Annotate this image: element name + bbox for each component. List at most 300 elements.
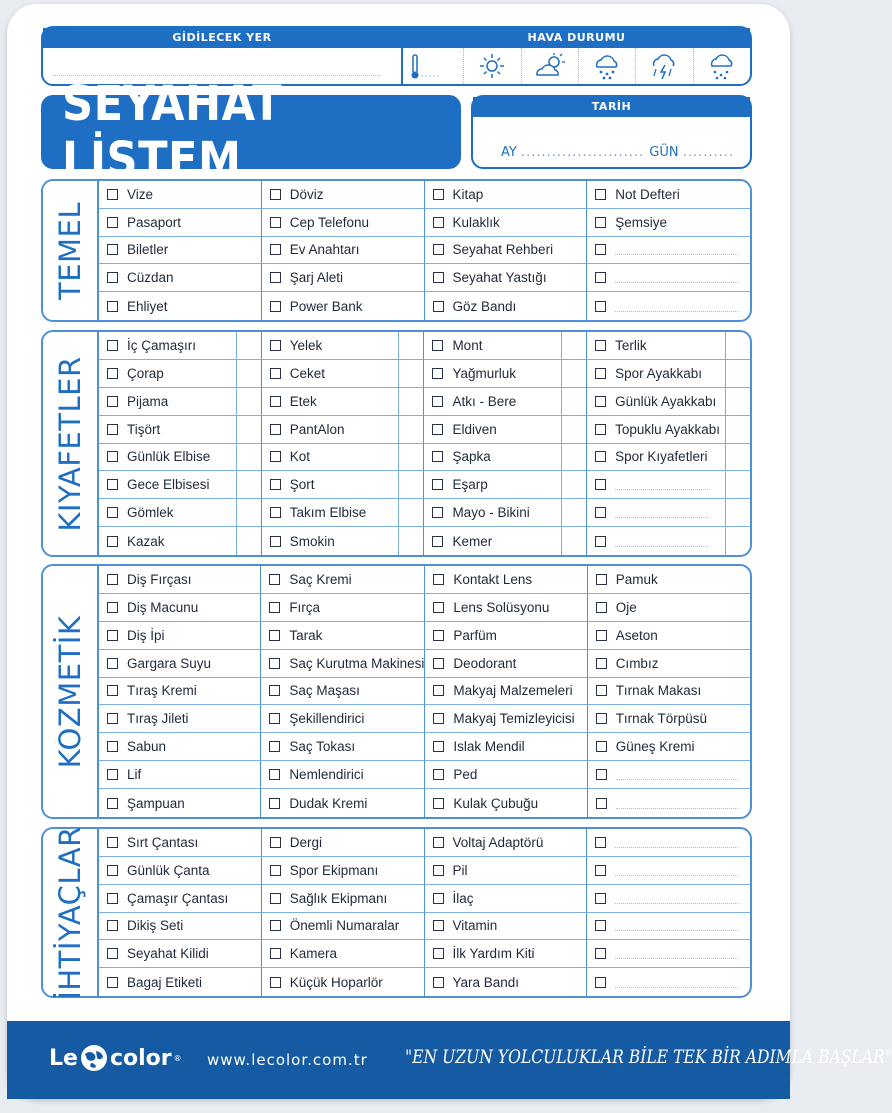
checkbox[interactable] — [595, 368, 606, 379]
checkbox[interactable] — [433, 948, 444, 959]
blank-write-line[interactable] — [615, 847, 738, 848]
checklist-item[interactable] — [99, 292, 262, 320]
blank-write-line[interactable] — [615, 517, 708, 518]
checklist-item[interactable] — [262, 416, 425, 444]
checkbox[interactable] — [432, 507, 443, 518]
storm-icon[interactable] — [635, 48, 692, 84]
checkbox[interactable] — [269, 630, 280, 641]
checklist-item[interactable] — [99, 913, 262, 941]
checklist-item-label: Göz Bandı — [452, 298, 517, 314]
checkbox[interactable] — [270, 948, 281, 959]
checkbox[interactable] — [595, 396, 606, 407]
checkbox[interactable] — [269, 741, 280, 752]
checkbox[interactable] — [596, 741, 607, 752]
checklist-item-label: Kulak Çubuğu — [453, 795, 539, 811]
checkbox[interactable] — [107, 424, 118, 435]
checkbox[interactable] — [107, 685, 118, 696]
checklist-item[interactable] — [588, 650, 750, 678]
checklist-item[interactable] — [262, 527, 425, 555]
checklist-item[interactable] — [99, 388, 262, 416]
checklist-item[interactable] — [587, 913, 750, 941]
checklist-item[interactable] — [587, 292, 750, 320]
checklist-item[interactable] — [587, 499, 750, 527]
section-title: TEMEL — [53, 201, 87, 300]
checklist-item[interactable] — [99, 885, 262, 913]
checkbox[interactable] — [269, 685, 280, 696]
checklist-item[interactable] — [99, 829, 262, 857]
checklist-item[interactable] — [261, 733, 425, 761]
blank-write-line[interactable] — [615, 987, 738, 988]
checklist-item[interactable] — [425, 857, 588, 885]
checklist-item[interactable] — [99, 705, 261, 733]
checkbox[interactable] — [107, 741, 118, 752]
checklist-item[interactable] — [588, 566, 750, 594]
checklist-item-label: Kontakt Lens — [453, 571, 533, 587]
checkbox[interactable] — [433, 217, 444, 228]
checklist-item-label: Tırnak Törpüsü — [615, 711, 707, 727]
checkbox[interactable] — [596, 798, 607, 809]
checklist-item[interactable] — [587, 885, 750, 913]
checklist-item-label: Şort — [289, 477, 315, 493]
checklist-item[interactable] — [588, 733, 750, 761]
checkbox[interactable] — [433, 189, 444, 200]
checklist-item-label: Voltaj Adaptörü — [452, 834, 544, 850]
checklist-item[interactable] — [262, 444, 425, 472]
checklist-item[interactable] — [425, 181, 588, 209]
checklist-grid — [99, 332, 750, 555]
blank-write-line[interactable] — [616, 808, 738, 809]
checklist-item[interactable] — [262, 292, 425, 320]
checklist-item[interactable] — [425, 705, 587, 733]
checkbox[interactable] — [433, 837, 444, 848]
checkbox[interactable] — [596, 602, 607, 613]
checkbox[interactable] — [433, 272, 444, 283]
checklist-item[interactable] — [424, 499, 587, 527]
checklist-item[interactable] — [425, 968, 588, 996]
checkbox[interactable] — [595, 507, 606, 518]
checkbox[interactable] — [432, 536, 443, 547]
checklist-item[interactable] — [424, 332, 587, 360]
checklist-item-label: Saç Maşası — [289, 683, 360, 699]
weather-options — [403, 48, 750, 84]
checkbox[interactable] — [107, 977, 118, 988]
checklist-item-label: Şampuan — [127, 795, 185, 811]
checkbox[interactable] — [107, 536, 118, 547]
checklist-item[interactable] — [99, 332, 262, 360]
checklist-item-label: Pasaport — [127, 214, 182, 230]
checklist-item[interactable] — [587, 471, 750, 499]
blank-write-line[interactable] — [615, 282, 738, 283]
checkbox[interactable] — [270, 865, 281, 876]
checkbox[interactable] — [269, 602, 280, 613]
checkbox[interactable] — [596, 630, 607, 641]
checklist-item-label: Vize — [127, 186, 154, 202]
checklist-item[interactable] — [261, 705, 425, 733]
checklist-item[interactable] — [99, 733, 261, 761]
checklist-item[interactable] — [262, 237, 425, 265]
checklist-item-label: Tırnak Makası — [615, 683, 702, 699]
checklist-grid — [99, 566, 750, 817]
checklist-item[interactable] — [587, 388, 750, 416]
checklist-item[interactable] — [587, 968, 750, 996]
checkbox[interactable] — [270, 837, 281, 848]
checkbox[interactable] — [432, 451, 443, 462]
checklist-item[interactable] — [424, 360, 587, 388]
checklist-item[interactable] — [261, 789, 425, 817]
checklist-item[interactable] — [261, 761, 425, 789]
day-write-line[interactable]: .......... — [682, 145, 735, 160]
checklist-item[interactable] — [262, 332, 425, 360]
checkbox[interactable] — [595, 272, 606, 283]
day-label: GÜN — [649, 145, 679, 160]
checkbox[interactable] — [270, 920, 281, 931]
checklist-item-label: Günlük Ayakkabı — [615, 393, 717, 409]
checklist-item-label: Pijama — [127, 393, 169, 409]
checklist-item[interactable] — [587, 181, 750, 209]
checkbox[interactable] — [595, 301, 606, 312]
checklist-item-label: Bagaj Etiketi — [127, 974, 203, 990]
checkbox[interactable] — [595, 340, 606, 351]
checklist-item[interactable] — [99, 360, 262, 388]
checklist-item[interactable] — [587, 332, 750, 360]
checkbox[interactable] — [107, 602, 118, 613]
sun-icon[interactable] — [463, 48, 520, 84]
checklist-item[interactable] — [587, 527, 750, 555]
checkbox[interactable] — [433, 630, 444, 641]
checklist-item[interactable] — [261, 594, 425, 622]
checklist-item[interactable] — [425, 829, 588, 857]
checklist-item[interactable] — [262, 940, 425, 968]
checklist-item-label: Tarak — [289, 627, 323, 643]
checklist-item-label: Tişört — [127, 421, 161, 437]
checklist-item-label: Dikiş Seti — [127, 918, 184, 934]
checkbox[interactable] — [107, 713, 118, 724]
blank-write-line[interactable] — [615, 930, 738, 931]
rain-icon[interactable] — [578, 48, 635, 84]
checkbox[interactable] — [595, 977, 606, 988]
checklist-item[interactable] — [587, 940, 750, 968]
checklist-item-label: Etek — [289, 393, 317, 409]
checklist-item[interactable] — [99, 678, 261, 706]
checklist-item-label: Cep Telefonu — [289, 214, 370, 230]
checklist-item[interactable] — [262, 829, 425, 857]
checklist-item[interactable] — [99, 789, 261, 817]
checklist-item[interactable] — [588, 594, 750, 622]
brand-logo: Le color ® — [49, 1043, 182, 1073]
checkbox[interactable] — [270, 536, 281, 547]
checkbox[interactable] — [269, 798, 280, 809]
checklist-item[interactable] — [425, 264, 588, 292]
checklist-item[interactable] — [588, 622, 750, 650]
checklist-item[interactable] — [425, 594, 587, 622]
checkbox[interactable] — [270, 340, 281, 351]
checklist-item-label: Spor Ayakkabı — [615, 365, 702, 381]
checklist-item[interactable] — [99, 527, 262, 555]
checkbox[interactable] — [270, 301, 281, 312]
checkbox[interactable] — [107, 948, 118, 959]
checklist-item[interactable] — [262, 968, 425, 996]
checkbox[interactable] — [269, 658, 280, 669]
checkbox[interactable] — [107, 396, 118, 407]
checkbox[interactable] — [433, 865, 444, 876]
checkbox[interactable] — [269, 713, 280, 724]
checkbox[interactable] — [270, 424, 281, 435]
snow-icon[interactable] — [693, 48, 750, 84]
checklist-item[interactable] — [425, 913, 588, 941]
checkbox[interactable] — [432, 396, 443, 407]
checklist-item[interactable] — [99, 761, 261, 789]
checklist-item[interactable] — [425, 566, 587, 594]
checklist-item[interactable] — [424, 388, 587, 416]
checklist-item-label: Dudak Kremi — [289, 795, 368, 811]
checklist-item-label: Topuklu Ayakkabı — [615, 421, 720, 437]
checkbox[interactable] — [595, 893, 606, 904]
checkbox[interactable] — [270, 507, 281, 518]
blank-write-line[interactable] — [615, 958, 738, 959]
checkbox[interactable] — [433, 244, 444, 255]
checklist-item[interactable] — [588, 678, 750, 706]
checklist-item[interactable] — [424, 444, 587, 472]
checklist-item[interactable] — [99, 181, 262, 209]
checklist-item[interactable] — [262, 388, 425, 416]
checkbox[interactable] — [595, 189, 606, 200]
checkbox[interactable] — [433, 798, 444, 809]
checklist-item[interactable] — [425, 761, 587, 789]
checklist-item-label: Cüzdan — [127, 270, 174, 286]
checklist-item[interactable] — [99, 209, 262, 237]
checkbox[interactable] — [107, 769, 118, 780]
checklist-item[interactable] — [261, 622, 425, 650]
checklist-item[interactable] — [425, 237, 588, 265]
checklist-item[interactable] — [588, 705, 750, 733]
checklist-item-label: Gömlek — [127, 505, 174, 521]
checklist-item[interactable] — [99, 499, 262, 527]
checklist-item[interactable] — [99, 940, 262, 968]
checklist-item-label: Yara Bandı — [452, 974, 520, 990]
checklist-item[interactable] — [424, 416, 587, 444]
checklist-item-label: Önemli Numaralar — [289, 918, 400, 934]
checkbox[interactable] — [107, 574, 118, 585]
checkbox[interactable] — [433, 574, 444, 585]
checklist-item-label: Lens Solüsyonu — [453, 599, 550, 615]
checklist-item-label: Eldiven — [452, 421, 497, 437]
checklist-item[interactable] — [425, 650, 587, 678]
checklist-item-label: Spor Kıyafetleri — [615, 449, 708, 465]
checkbox[interactable] — [595, 948, 606, 959]
checkbox[interactable] — [433, 713, 444, 724]
checkbox[interactable] — [107, 272, 118, 283]
checkbox[interactable] — [595, 837, 606, 848]
checklist-item[interactable] — [425, 678, 587, 706]
checklist-item-label: Seyahat Kilidi — [127, 946, 209, 962]
checklist-item[interactable] — [261, 566, 425, 594]
checkbox[interactable] — [596, 685, 607, 696]
checklist-item[interactable] — [99, 264, 262, 292]
checklist-item[interactable] — [588, 789, 750, 817]
checkbox[interactable] — [107, 244, 118, 255]
checkbox[interactable] — [432, 340, 443, 351]
date-fields[interactable] — [501, 145, 734, 160]
checklist-item[interactable] — [425, 940, 588, 968]
checklist-item[interactable] — [425, 622, 587, 650]
checklist-item[interactable] — [261, 650, 425, 678]
checkbox[interactable] — [107, 507, 118, 518]
website-url[interactable]: www.lecolor.com.tr — [207, 1051, 368, 1069]
checkbox[interactable] — [433, 658, 444, 669]
checklist-item[interactable] — [424, 471, 587, 499]
checklist-item[interactable] — [262, 885, 425, 913]
blank-write-line[interactable] — [616, 779, 738, 780]
checkbox[interactable] — [433, 602, 444, 613]
checkbox[interactable] — [107, 479, 118, 490]
checkbox[interactable] — [270, 396, 281, 407]
checklist-item[interactable] — [262, 181, 425, 209]
checklist-item[interactable] — [424, 527, 587, 555]
month-write-line[interactable]: ........................ — [520, 145, 650, 160]
blank-write-line[interactable] — [615, 489, 708, 490]
checklist-item[interactable] — [99, 968, 262, 996]
checkbox[interactable] — [595, 479, 606, 490]
checklist-item-label: Şapka — [452, 449, 491, 465]
checkbox[interactable] — [433, 741, 444, 752]
checkbox[interactable] — [595, 424, 606, 435]
checklist-item-label: Aseton — [615, 627, 658, 643]
checkbox[interactable] — [433, 685, 444, 696]
checkbox[interactable] — [269, 574, 280, 585]
checklist-item[interactable] — [99, 416, 262, 444]
checklist-grid — [99, 829, 750, 996]
checkbox[interactable] — [107, 368, 118, 379]
checkbox[interactable] — [595, 536, 606, 547]
checkbox[interactable] — [270, 893, 281, 904]
checklist-item[interactable] — [99, 444, 262, 472]
checklist-item[interactable] — [588, 761, 750, 789]
checklist-item[interactable] — [262, 209, 425, 237]
checklist-item[interactable] — [262, 913, 425, 941]
checklist-item[interactable] — [99, 594, 261, 622]
checkbox[interactable] — [107, 865, 118, 876]
checkbox[interactable] — [107, 658, 118, 669]
checklist-item[interactable] — [587, 264, 750, 292]
checkbox[interactable] — [107, 837, 118, 848]
checklist-item-label: Terlik — [615, 337, 647, 353]
checklist-item-label: Atkı - Bere — [452, 393, 517, 409]
checklist-item[interactable] — [99, 566, 261, 594]
blank-write-line[interactable] — [615, 546, 708, 547]
checkbox[interactable] — [433, 977, 444, 988]
blank-write-line[interactable] — [615, 903, 738, 904]
partly-cloudy-icon[interactable] — [521, 48, 578, 84]
checkbox[interactable] — [595, 217, 606, 228]
checkbox[interactable] — [107, 217, 118, 228]
blank-write-line[interactable] — [615, 254, 738, 255]
checklist-item[interactable] — [261, 678, 425, 706]
checklist-item-label: İlaç — [452, 890, 474, 906]
checkbox[interactable] — [433, 920, 444, 931]
checklist-item[interactable] — [587, 829, 750, 857]
checkbox[interactable] — [270, 217, 281, 228]
checkbox[interactable] — [107, 340, 118, 351]
checklist-item-label: Tıraş Jileti — [127, 711, 189, 727]
blank-write-line[interactable] — [615, 311, 738, 312]
checkbox[interactable] — [270, 189, 281, 200]
checkbox[interactable] — [596, 713, 607, 724]
checkbox[interactable] — [432, 368, 443, 379]
blank-write-line[interactable] — [615, 875, 738, 876]
checkbox[interactable] — [596, 574, 607, 585]
checklist-item[interactable] — [587, 857, 750, 885]
checkbox[interactable] — [107, 630, 118, 641]
checkbox[interactable] — [270, 977, 281, 988]
checkbox[interactable] — [107, 798, 118, 809]
checklist-item[interactable] — [425, 292, 588, 320]
checklist-item[interactable] — [587, 416, 750, 444]
checkbox[interactable] — [107, 301, 118, 312]
checklist-item[interactable] — [262, 360, 425, 388]
checklist-item[interactable] — [262, 264, 425, 292]
section-title: KOZMETİK — [53, 615, 87, 768]
checklist-item[interactable] — [262, 471, 425, 499]
checkbox[interactable] — [595, 244, 606, 255]
checkbox[interactable] — [432, 424, 443, 435]
checklist-item[interactable] — [262, 499, 425, 527]
globe-icon — [79, 1043, 109, 1073]
checklist-item[interactable] — [262, 857, 425, 885]
checklist-item[interactable] — [425, 209, 588, 237]
checklist-item[interactable] — [99, 650, 261, 678]
checkbox[interactable] — [270, 479, 281, 490]
checklist-item[interactable] — [587, 209, 750, 237]
checkbox[interactable] — [596, 658, 607, 669]
checkbox[interactable] — [270, 368, 281, 379]
checklist-item[interactable] — [99, 857, 262, 885]
checklist-item-label: Gargara Suyu — [127, 655, 212, 671]
checkbox[interactable] — [595, 920, 606, 931]
checklist-item[interactable] — [99, 471, 262, 499]
checklist-item-label: İç Çamaşırı — [127, 337, 197, 353]
checklist-item[interactable] — [425, 885, 588, 913]
checkbox[interactable] — [107, 189, 118, 200]
travel-checklist-sheet — [7, 4, 892, 1099]
checklist-item-label: Ceket — [289, 365, 325, 381]
checkbox[interactable] — [595, 451, 606, 462]
checkbox[interactable] — [107, 920, 118, 931]
checkbox[interactable] — [107, 893, 118, 904]
checkbox[interactable] — [270, 272, 281, 283]
checklist-item[interactable] — [99, 237, 262, 265]
checkbox[interactable] — [596, 769, 607, 780]
checkbox[interactable] — [595, 865, 606, 876]
checklist-item[interactable] — [587, 444, 750, 472]
checkbox[interactable] — [269, 769, 280, 780]
checkbox[interactable] — [433, 893, 444, 904]
checklist-item-label: Yelek — [289, 337, 323, 353]
checklist-item-label: Cımbız — [615, 655, 659, 671]
checklist-item[interactable] — [425, 789, 587, 817]
checkbox[interactable] — [107, 451, 118, 462]
motto: "EN UZUN YOLCULUKLAR BİLE TEK BİR ADIMLA BAŞLAR" — [405, 1046, 892, 1068]
checklist-item[interactable] — [587, 360, 750, 388]
checkbox[interactable] — [432, 479, 443, 490]
checklist-item[interactable] — [587, 237, 750, 265]
checkbox[interactable] — [270, 244, 281, 255]
checkbox[interactable] — [433, 301, 444, 312]
checklist-item[interactable] — [99, 622, 261, 650]
checklist-item[interactable] — [425, 733, 587, 761]
checkbox[interactable] — [433, 769, 444, 780]
checklist-item-label: Diş Macunu — [127, 599, 199, 615]
checkbox[interactable] — [270, 451, 281, 462]
